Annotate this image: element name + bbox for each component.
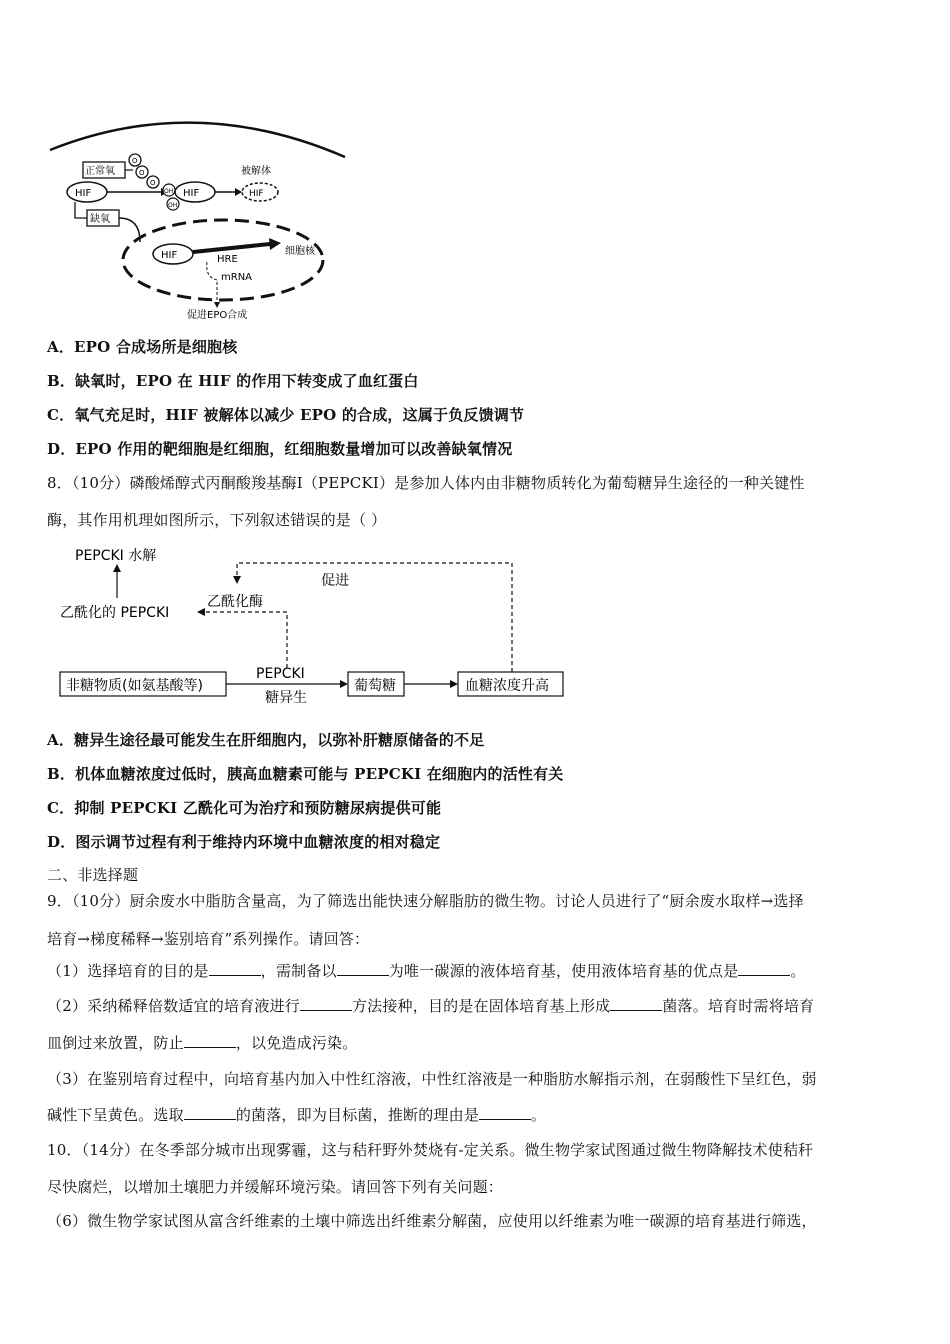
nucleus-label: 细胞核 xyxy=(285,246,315,257)
promote-label: 促进 xyxy=(321,573,349,589)
svg-text:OH: OH xyxy=(168,202,178,209)
q8-option-d: D．图示调节过程有利于维持内环境中血糖浓度的相对稳定 xyxy=(47,833,441,851)
promote-epo-label: 促进EPO合成 xyxy=(187,310,248,321)
blood-sugar-label: 血糖浓度升高 xyxy=(465,678,549,694)
q9-stem-line1: 9．（10分）厨余废水中脂肪含量高，为了筛选出能快速分解脂肪的微生物。讨论人员进行了“厨余废水取样→选择 xyxy=(47,892,804,910)
svg-text:HIF: HIF xyxy=(249,189,264,199)
q9-part3-line1: （3）在鉴别培育过程中，向培育基内加入中性红溶液，中性红溶液是一种脂肪水解指示剂，在弱酸性下呈红色，弱 xyxy=(47,1070,817,1088)
degraded-label: 被解体 xyxy=(241,166,271,177)
svg-text:O: O xyxy=(132,157,138,165)
normal-oxygen-label: 正常氧 xyxy=(85,166,115,177)
svg-text:O: O xyxy=(139,169,145,177)
acetylated-pepcki-label: 乙酰化的 PEPCKI xyxy=(60,605,170,621)
q7-option-b: B．缺氧时，EPO 在 HIF 的作用下转变成了血红蛋白 xyxy=(47,372,419,390)
q9-part1: （1）选择培育的目的是 ，需制备以 为唯一碳源的液体培育基，使用液体培育基的优点是 。 xyxy=(47,962,806,980)
q9-part2-line2: 皿倒过来放置，防止 ，以免造成污染。 xyxy=(47,1034,358,1052)
q8-stem-line1: 8．（10分）磷酸烯醇式丙酮酸羧基酶Ⅰ（PEPCKI）是参加人体内由非糖物质转化为葡萄糖异生途径的一种关键性 xyxy=(47,474,805,492)
hif-label-left: HIF xyxy=(75,188,92,199)
q9-part3-line2: 碱性下呈黄色。选取 的菌落，即为目标菌，推断的理由是 。 xyxy=(47,1106,547,1124)
mrna-label: mRNA xyxy=(221,272,253,283)
q7-option-a: A．EPO 合成场所是细胞核 xyxy=(47,338,238,356)
q8-option-c: C．抑制 PEPCKI 乙酰化可为治疗和预防糖尿病提供可能 xyxy=(47,799,442,817)
q7-option-d: D．EPO 作用的靶细胞是红细胞，红细胞数量增加可以改善缺氧情况 xyxy=(47,440,513,458)
hif-label-middle: HIF xyxy=(183,188,200,199)
nonsugar-label: 非糖物质(如氨基酸等) xyxy=(66,678,203,694)
hif-epo-diagram xyxy=(45,112,355,324)
hif-label-nucleus: HIF xyxy=(161,250,178,261)
hre-label: HRE xyxy=(217,254,238,265)
section-heading: 二、非选择题 xyxy=(47,866,139,884)
acetylase-label: 乙酰化酶 xyxy=(207,594,263,610)
q8-option-b: B．机体血糖浓度过低时，胰高血糖素可能与 PEPCKI 在细胞内的活性有关 xyxy=(47,765,564,783)
svg-text:O: O xyxy=(150,179,156,187)
svg-text:OH: OH xyxy=(164,188,174,195)
hypoxia-label: 缺氧 xyxy=(90,214,110,225)
q10-part6: （6）微生物学家试图从富含纤维素的土壤中筛选出纤维素分解菌，应使用以纤维素为唯一碳源的培育基进行筛选， xyxy=(47,1212,817,1230)
q7-option-c: C．氧气充足时，HIF 被解体以减少 EPO 的合成，这属于负反馈调节 xyxy=(47,406,525,424)
q9-stem-line2: 培育→梯度稀释→鉴别培育”系列操作。请回答： xyxy=(47,930,370,948)
gluconeogenesis-label: 糖异生 xyxy=(265,690,307,706)
q10-stem-line2: 尽快腐烂，以增加土壤肥力并缓解环境污染。请回答下列有关问题： xyxy=(47,1178,504,1196)
pepcki-diagram xyxy=(55,540,575,712)
pepcki-hydrolysis-label: PEPCKI 水解 xyxy=(75,548,157,564)
q8-option-a: A．糖异生途径最可能发生在肝细胞内，以弥补肝糖原储备的不足 xyxy=(47,731,485,749)
q10-stem-line1: 10．（14分）在冬季部分城市出现雾霾，这与秸秆野外焚烧有-定关系。微生物学家试图通过微生物降解技术使秸秆 xyxy=(47,1141,814,1159)
q8-stem-line2: 酶，其作用机理如图所示，下列叙述错误的是（ ） xyxy=(47,511,387,529)
q9-part2-line1: （2）采纳稀释倍数适宜的培育液进行 方法接种，目的是在固体培育基上形成 菌落。培育时需将培育 xyxy=(47,997,815,1015)
glucose-label: 葡萄糖 xyxy=(354,678,396,694)
pepcki-label: PEPCKI xyxy=(256,666,305,682)
